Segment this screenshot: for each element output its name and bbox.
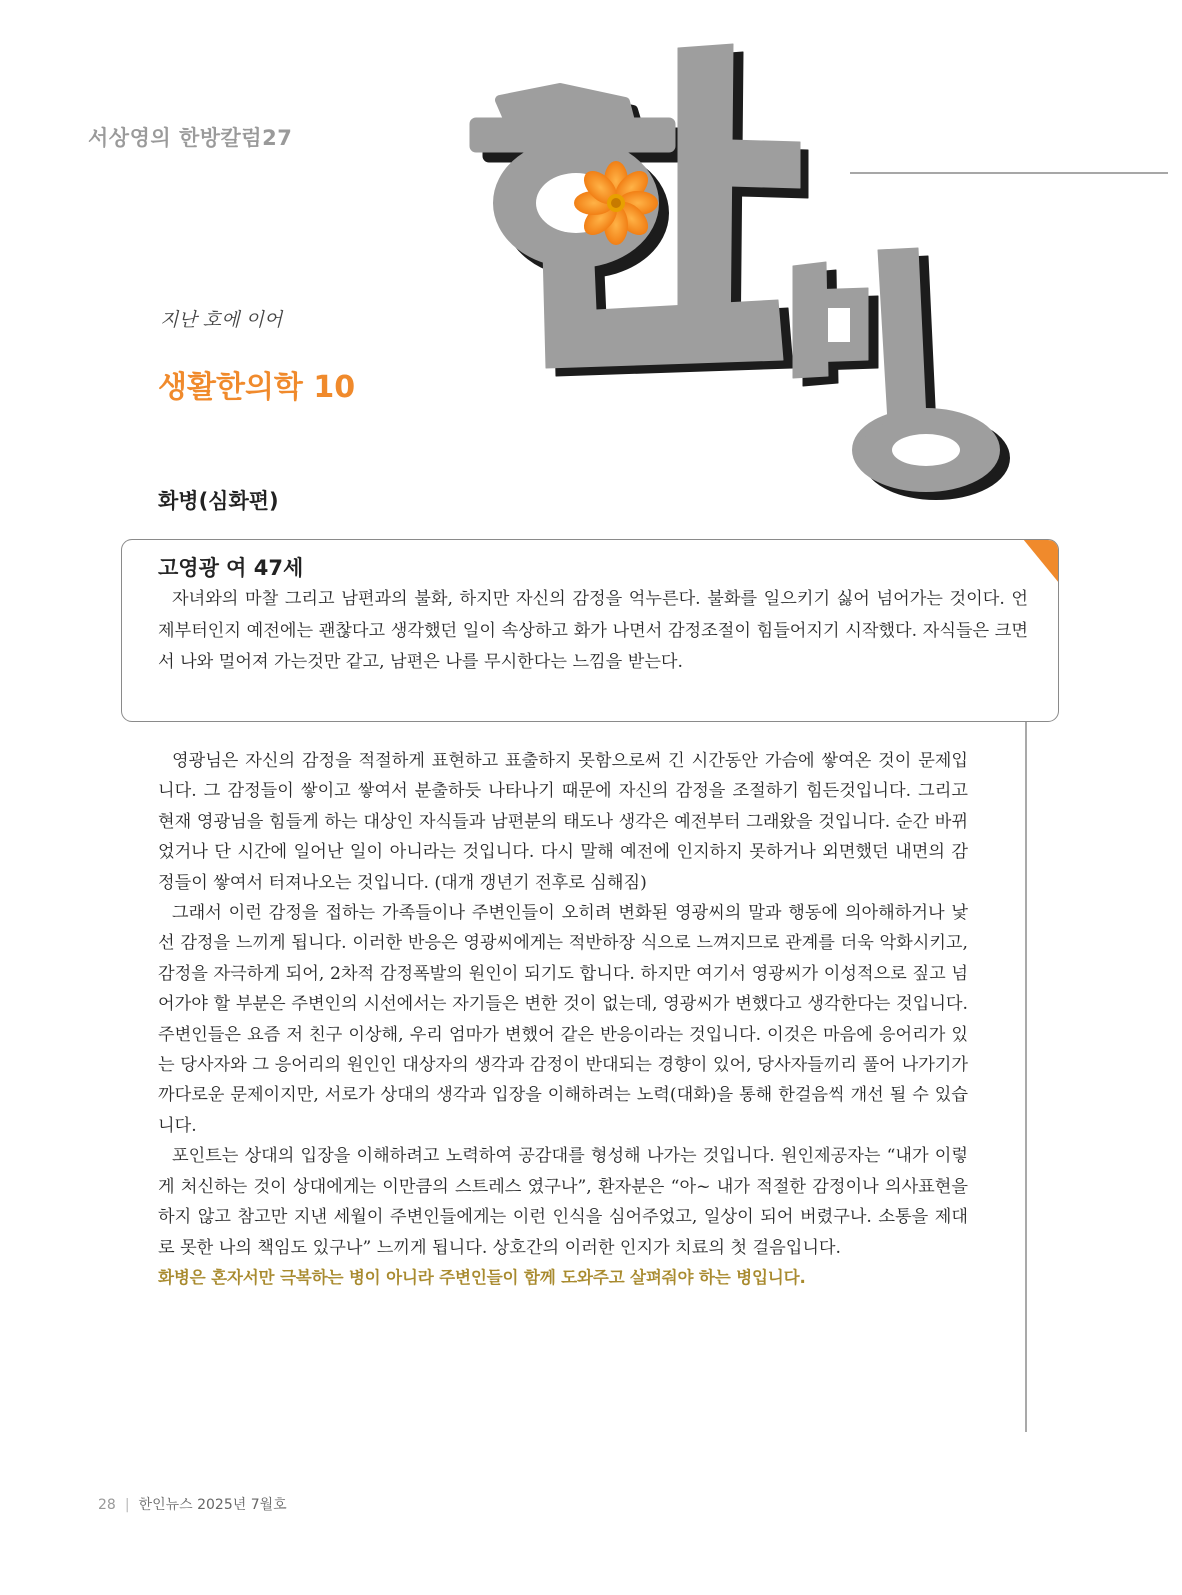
page-footer: [98, 1494, 287, 1514]
case-title: 고영광 여 47세: [158, 556, 304, 580]
body-paragraph-1: 영광님은 자신의 감정을 적절하게 표현하고 표출하지 못함으로써 긴 시간동안 가슴에 쌓여온 것이 문제입니다. 그 감정들이 쌓이고 쌓여서 분출하듯 나타나기 때문에 자신의 감정을 조절하기 힘든것입니다. 그리고 현재 영광님을 힘들게 하는 대상인 자식들과 남편분의 태도나 생각은 예전부터 그래왔을 것입니다. 순간 바뀌었거나 단 시간에 일어난 일이 아니라는 것입니다. 다시 말해 예전에 인지하지 못하거나 외면했던 내면의 감정들이 쌓여서 터져나오는 것입니다. (대개 갱년기 전후로 심해짐): [158, 751, 968, 893]
page-number: 28: [98, 1497, 116, 1513]
corner-tab-icon: [1023, 539, 1059, 583]
case-text: 자녀와의 마찰 그리고 남편과의 불화, 하지만 자신의 감정을 억누른다. 불화를 일으키기 싫어 넘어가는 것이다. 언제부터인지 예전에는 괜찮다고 생각했던 일이 속상하고 화가 나면서 감정조절이 힘들어지기 시작했다. 자식들은 크면서 나와 멀어져 가는것만 같고, 남편은 나를 무시한다는 느낌을 받는다.: [158, 589, 1028, 672]
case-box: [121, 539, 1059, 722]
body-side-rule: [1025, 722, 1027, 1432]
conclusion-highlight: 화병은 혼자서만 극복하는 병이 아니라 주변인들이 함께 도와주고 살펴줘야 하는 병입니다.: [158, 1267, 806, 1287]
article-body: [158, 746, 968, 1293]
body-paragraph-3: 포인트는 상대의 입장을 이해하려고 노력하여 공감대를 형성해 나가는 것입니다. 원인제공자는 “내가 이렇게 처신하는 것이 상대에게는 이만큼의 스트레스 였구나”, 환자분은 “아~ 내가 적절한 감정이나 의사표현을 하지 않고 참고만 지낸 세월이 주변인들에게는 이런 인식을 심어주었고, 일상이 되어 버렸구나. 소통을 제대로 못한 나의 책임도 있구나” 느끼게 됩니다. 상호간의 이러한 인지가 치료의 첫 걸음입니다.: [158, 1146, 968, 1258]
continued-note: 지난 호에 이어: [160, 309, 283, 331]
column-series-title: 서상영의 한방칼럼27: [88, 126, 293, 150]
body-paragraph-2: 그래서 이런 감정을 접하는 가족들이나 주변인들이 오히려 변화된 영광씨의 말과 행동에 의아해하거나 낯선 감정을 느끼게 됩니다. 이러한 반응은 영광씨에게는 적반하장 식으로 느껴지므로 관계를 더욱 악화시키고, 감정을 자극하게 되어, 2차적 감정폭발의 원인이 되기도 합니다. 하지만 여기서 영광씨가 이성적으로 짚고 넘어가야 할 부분은 주변인의 시선에서는 자기들은 변한 것이 없는데, 영광씨가 변했다고 생각한다는 것입니다. 주변인들은 요즘 저 친구 이상해, 우리 엄마가 변했어 같은 반응이라는 것입니다. 이것은 마음에 응어리가 있는 당사자와 그 응어리의 원인인 대상자의 생각과 감정이 반대되는 경향이 있어, 당사자들끼리 풀어 나가기가 까다로운 문제이지만, 서로가 상대의 생각과 입장을 이해하려는 노력(대화)을 통해 한걸음씩 개선 될 수 있습니다.: [158, 903, 968, 1136]
publication-name: 한인뉴스 2025년 7월호: [138, 1497, 287, 1513]
topic-heading: 화병(심화편): [158, 489, 279, 513]
orange-cosmos-flower-icon: [574, 161, 658, 245]
footer-separator: |: [124, 1497, 130, 1513]
section-title: 생활한의학 10: [158, 370, 356, 405]
title-calligraphy-art: [458, 38, 1048, 508]
